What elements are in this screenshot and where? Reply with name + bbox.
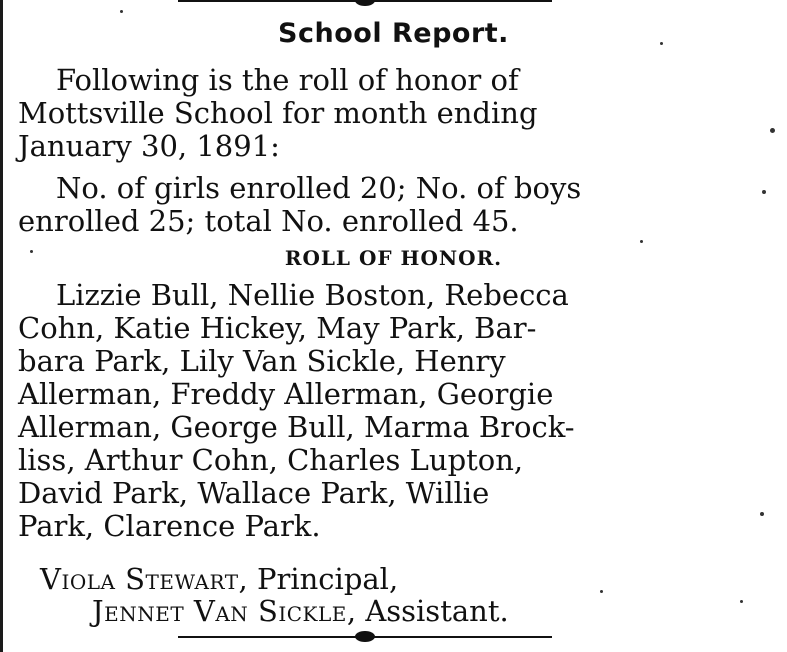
roll-line-2: Cohn, Katie Hickey, May Park, Bar- (18, 311, 537, 345)
intro-line-3: January 30, 1891: (18, 129, 280, 163)
ornament-dot (355, 631, 375, 642)
roll-line-4: Allerman, Freddy Allerman, Georgie (18, 377, 554, 411)
enrollment-paragraph (18, 172, 763, 238)
roll-line-7: David Park, Wallace Park, Willie (18, 476, 490, 510)
roll-of-honor-heading: ROLL OF HONOR. (284, 246, 503, 270)
scan-speck (120, 10, 123, 13)
roll-line-3: bara Park, Lily Van Sickle, Henry (18, 344, 506, 378)
scan-speck (740, 600, 743, 603)
enrollment-line-1: No. of girls enrolled 20; No. of boys (56, 171, 582, 205)
scan-speck (640, 240, 643, 243)
enrollment-line-2: enrolled 25; total No. enrolled 45. (18, 204, 519, 238)
scan-speck (770, 128, 775, 133)
roll-paragraph (18, 279, 763, 543)
intro-paragraph (18, 64, 763, 163)
top-ornament-rule (178, 0, 552, 8)
scan-speck (762, 190, 766, 194)
principal-title: Principal, (256, 562, 399, 596)
principal-name: Viola Stewart (40, 562, 239, 596)
assistant-title: Assistant. (365, 594, 509, 628)
headline: School Report. (278, 18, 509, 49)
ornament-dot (355, 0, 375, 6)
scan-speck (660, 42, 663, 45)
column-rule (0, 0, 3, 652)
roll-line-6: liss, Arthur Cohn, Charles Lupton, (18, 443, 524, 477)
scan-speck (600, 590, 603, 593)
bottom-ornament-rule (178, 630, 552, 644)
roll-line-8: Park, Clarence Park. (18, 509, 321, 543)
roll-line-1: Lizzie Bull, Nellie Boston, Rebecca (56, 278, 569, 312)
scan-speck (760, 512, 764, 516)
intro-line-2: Mottsville School for month ending (18, 96, 538, 130)
assistant-signature: Jennet Van Sickle, Assistant. (92, 594, 509, 628)
assistant-name: Jennet Van Sickle (92, 594, 347, 628)
scan-speck (30, 250, 33, 253)
intro-line-1: Following is the roll of honor of (56, 63, 519, 97)
principal-signature: Viola Stewart, Principal, (40, 562, 399, 596)
roll-line-5: Allerman, George Bull, Marma Brock- (18, 410, 575, 444)
